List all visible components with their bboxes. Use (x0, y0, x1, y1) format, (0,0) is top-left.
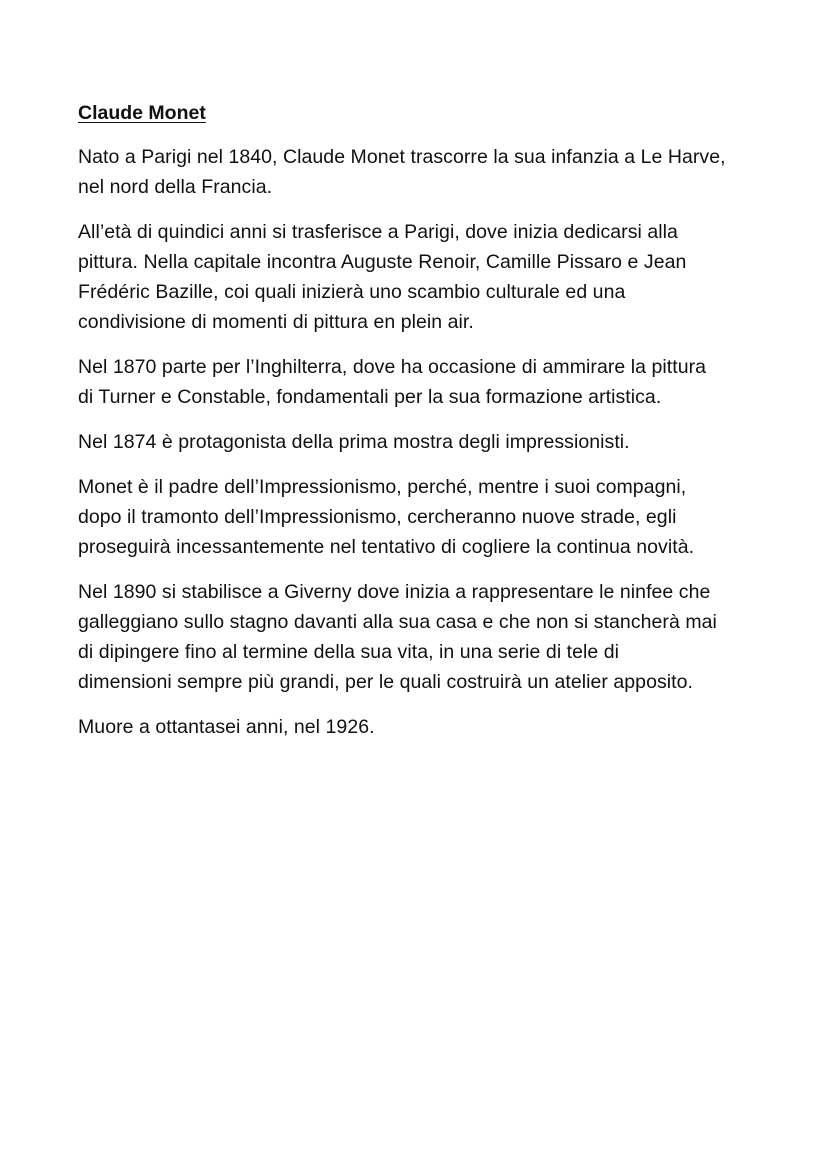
paragraph-impressionism (78, 472, 768, 562)
paragraph-line: Nel 1870 parte per l’Inghilterra, dove ha occasione di ammirare la pittura (78, 356, 707, 378)
paragraph-line: Monet è il padre dell’Impressionismo, perché, mentre i suoi compagni, (78, 476, 687, 498)
paragraph-england (78, 352, 768, 412)
paragraph-line: pittura. Nella capitale incontra Auguste Renoir, Camille Pissaro e Jean (78, 251, 687, 273)
paragraph-line: di Turner e Constable, fondamentali per la sua formazione artistica. (78, 386, 662, 408)
paragraph-line: galleggiano sullo stagno davanti alla sua casa e che non si stancherà mai (78, 611, 717, 633)
paragraph-line: dimensioni sempre più grandi, per le quali costruirà un atelier apposito. (78, 671, 693, 693)
paragraph-line: Muore a ottantasei anni, nel 1926. (78, 716, 375, 738)
paragraph-line: All’età di quindici anni si trasferisce a Parigi, dove inizia dedicarsi alla (78, 221, 678, 243)
paragraph-line: dopo il tramonto dell’Impressionismo, cercheranno nuove strade, egli (78, 506, 677, 528)
document-title: Claude Monet (78, 102, 206, 124)
paragraph-line: proseguirà incessantemente nel tentativo di cogliere la continua novità. (78, 536, 695, 558)
paragraph-line: nel nord della Francia. (78, 176, 273, 198)
paragraph-line: Nato a Parigi nel 1840, Claude Monet trascorre la sua infanzia a Le Harve, (78, 146, 726, 168)
paragraph-line: condivisione di momenti di pittura en plein air. (78, 311, 474, 333)
paragraph-line: Frédéric Bazille, coi quali inizierà uno scambio culturale ed una (78, 281, 626, 303)
paragraph-line: di dipingere fino al termine della sua vita, in una serie di tele di (78, 641, 620, 663)
paragraph-giverny (78, 577, 768, 697)
paragraph-line: Nel 1874 è protagonista della prima mostra degli impressionisti. (78, 431, 630, 453)
paragraph-death (78, 712, 768, 742)
paragraph-exhibition (78, 427, 768, 457)
paragraph-birth (78, 142, 768, 202)
paragraph-paris (78, 217, 768, 337)
paragraph-line: Nel 1890 si stabilisce a Giverny dove inizia a rappresentare le ninfee che (78, 581, 711, 603)
